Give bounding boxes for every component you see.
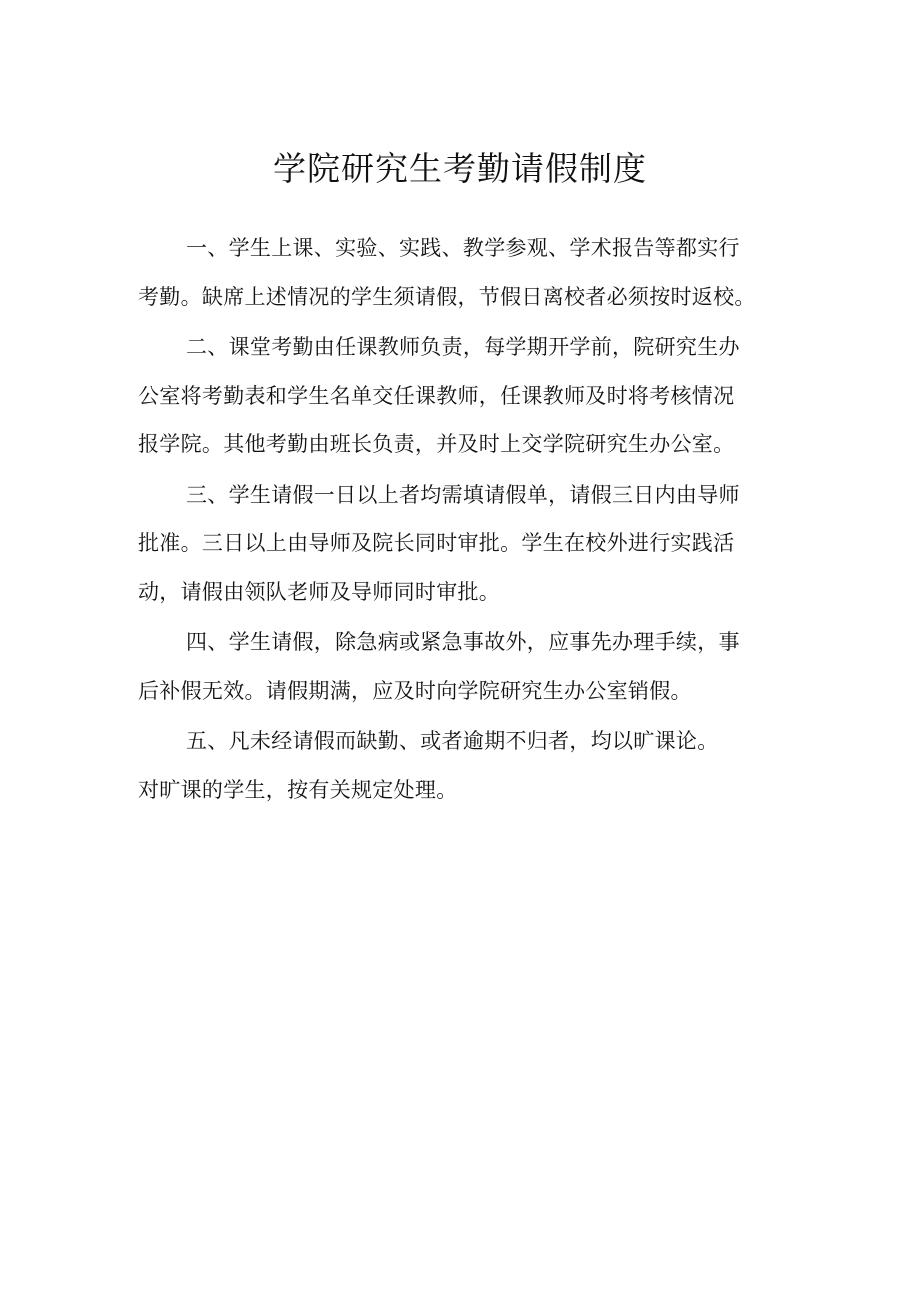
paragraph-5-line-2: 对旷课的学生，按有关规定处理。: [138, 777, 458, 802]
paragraph-3: [138, 471, 788, 617]
paragraph-1-line-1: 一、学生上课、实验、实践、教学参观、学术报告等都实行: [186, 236, 740, 260]
paragraph-1-line-2: 考勤。缺席上述情况的学生须请假，节假日离校者必须按时返校。: [138, 284, 756, 309]
document-body: [138, 224, 788, 816]
paragraph-5-line-1: 五、凡未经请假而缺勤、或者逾期不归者，均以旷课论。: [186, 729, 719, 753]
paragraph-2-line-1: 二、课堂考勤由任课教师负责，每学期开学前，院研究生办: [186, 335, 740, 359]
paragraph-3-line-1: 三、学生请假一日以上者均需填请假单，请假三日内由导师: [186, 482, 740, 507]
paragraph-4-line-1: 四、学生请假，除急病或紧急事故外，应事先办理手续，事: [186, 630, 740, 654]
paragraph-3-line-2: 批准。三日以上由导师及院长同时审批。学生在校外进行实践活: [138, 531, 735, 555]
document-title: 学院研究生考勤请假制度: [273, 149, 647, 188]
paragraph-3-line-3: 动，请假由领队老师及导师同时审批。: [138, 579, 501, 604]
paragraph-5: [138, 717, 788, 814]
paragraph-4-line-2: 后补假无效。请假期满，应及时向学院研究生办公室销假。: [138, 678, 692, 703]
paragraph-1: [138, 224, 788, 321]
paragraph-2-line-3: 报学院。其他考勤由班长负责，并及时上交学院研究生办公室。: [138, 432, 735, 456]
paragraph-2: [138, 323, 788, 469]
paragraph-4: [138, 618, 788, 715]
paragraph-2-line-2: 公室将考勤表和学生名单交任课教师，任课教师及时将考核情况: [138, 383, 735, 408]
